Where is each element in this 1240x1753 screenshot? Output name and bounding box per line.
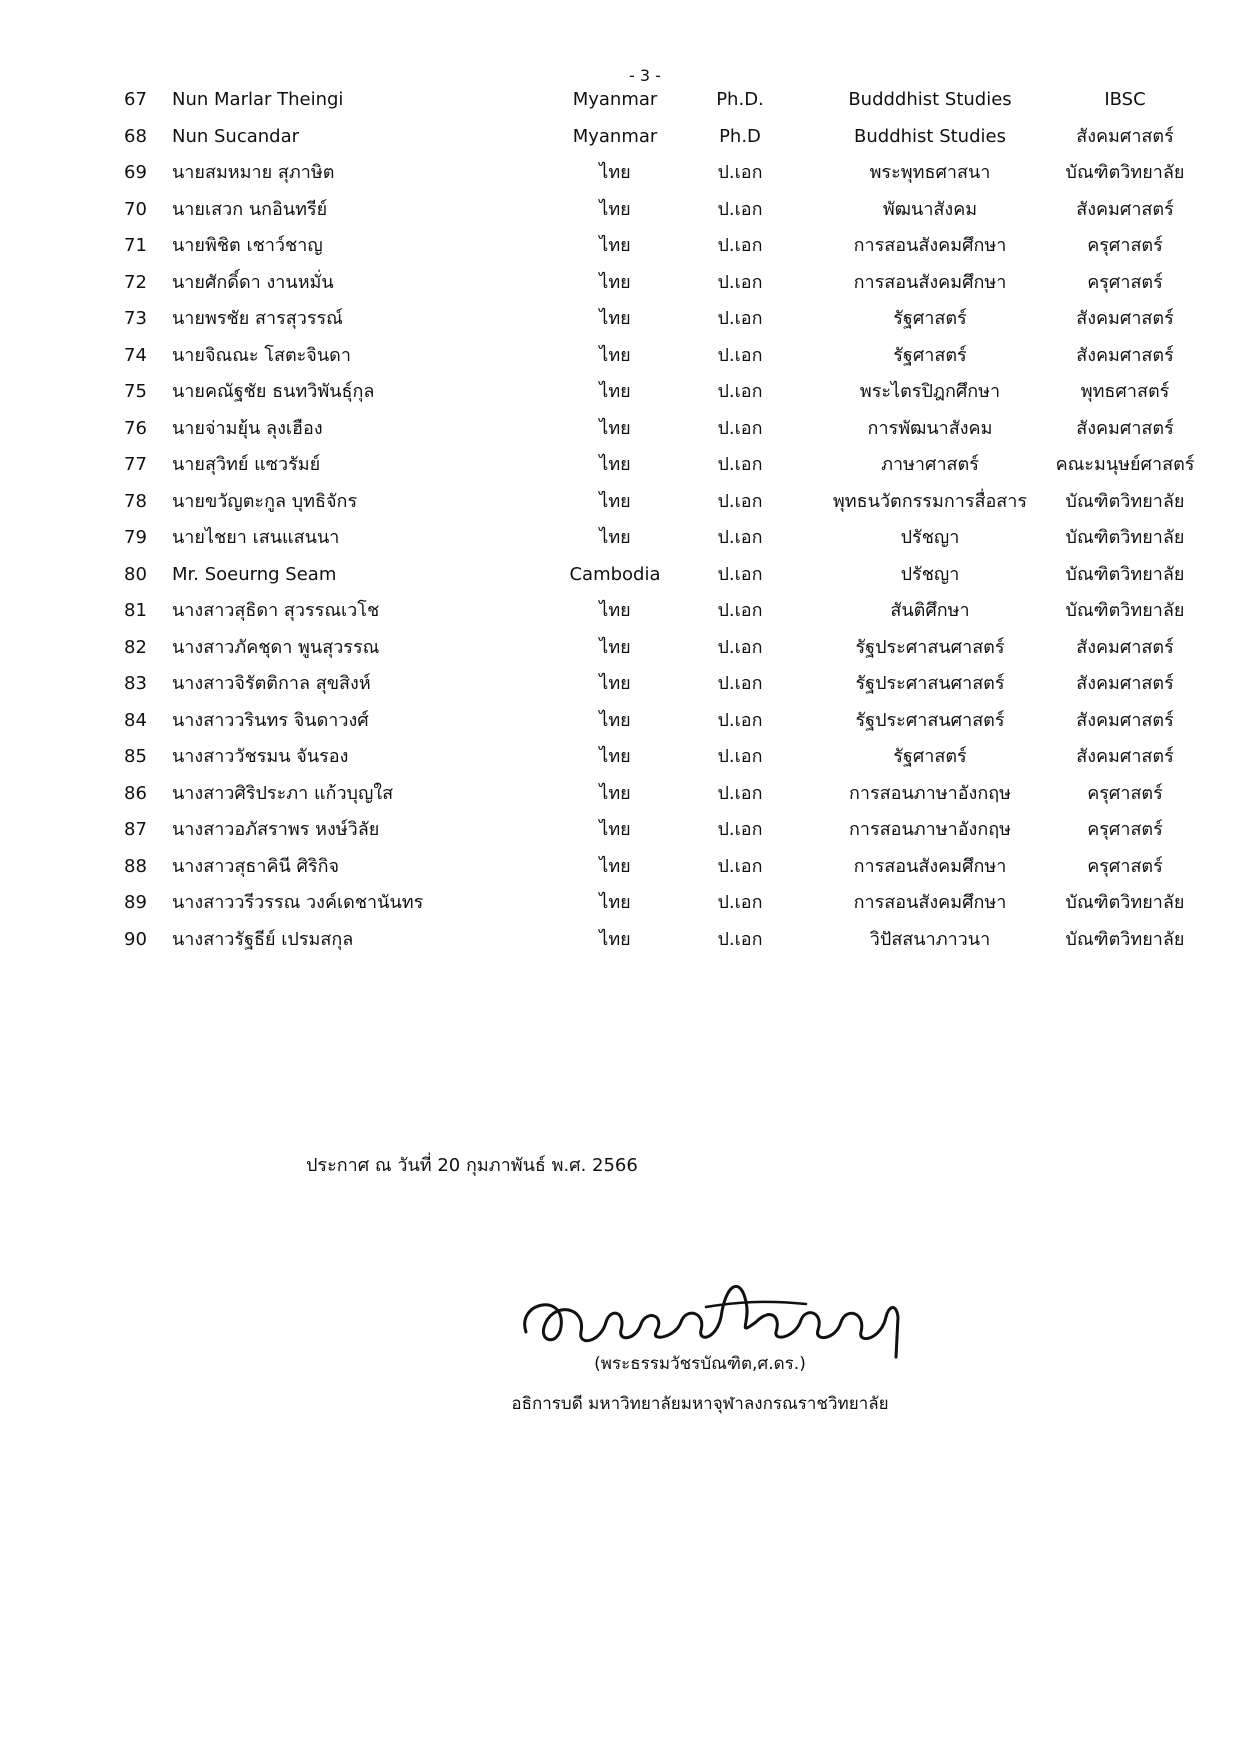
table-row bbox=[0, 739, 1240, 775]
graduate-name: นายคณัฐชัย ธนทวิพันธุ์กุล bbox=[172, 381, 375, 402]
row-number: 69 bbox=[124, 162, 147, 183]
degree: ป.เอก bbox=[717, 782, 763, 804]
faculty: บัณฑิตวิทยาลัย bbox=[1065, 600, 1185, 621]
program: สันติศึกษา bbox=[890, 600, 970, 621]
program: รัฐประศาสนศาสตร์ bbox=[855, 673, 1005, 694]
table-row bbox=[0, 228, 1240, 264]
faculty: สังคมศาสตร์ bbox=[1076, 636, 1174, 658]
row-number: 80 bbox=[124, 563, 147, 585]
program: การสอนสังคมศึกษา bbox=[853, 855, 1007, 877]
graduate-name: นายสุวิทย์ แซวรัมย์ bbox=[172, 454, 321, 475]
program: พัฒนาสังคม bbox=[882, 198, 978, 220]
degree: ป.เอก bbox=[717, 527, 763, 548]
program: วิปัสสนาภาวนา bbox=[869, 928, 991, 950]
nationality: ไทย bbox=[599, 162, 631, 183]
program: การสอนสังคมศึกษา bbox=[853, 235, 1007, 256]
row-number: 75 bbox=[124, 381, 147, 402]
graduate-name: Mr. Soeurng Seam bbox=[172, 563, 337, 585]
row-number: 78 bbox=[124, 490, 147, 512]
program: Buddhist Studies bbox=[854, 125, 1006, 147]
program: ปรัชญา bbox=[900, 527, 960, 548]
nationality: ไทย bbox=[599, 417, 631, 439]
nationality: ไทย bbox=[599, 782, 631, 804]
table-row bbox=[0, 301, 1240, 337]
table-row bbox=[0, 119, 1240, 155]
faculty: สังคมศาสตร์ bbox=[1076, 308, 1174, 329]
degree: ป.เอก bbox=[717, 600, 763, 621]
graduate-name: นางสาวสุธาคินี ศิริกิจ bbox=[172, 855, 340, 877]
nationality: Cambodia bbox=[569, 563, 661, 585]
signer-title: อธิการบดี มหาวิทยาลัยมหาจุฬาลงกรณราชวิทยาลัย bbox=[511, 1394, 889, 1414]
faculty: คณะมนุษย์ศาสตร์ bbox=[1055, 454, 1195, 475]
program: Budddhist Studies bbox=[848, 89, 1012, 110]
table-row bbox=[0, 82, 1240, 118]
degree: ป.เอก bbox=[717, 855, 763, 877]
degree: ป.เอก bbox=[717, 636, 763, 658]
nationality: ไทย bbox=[599, 819, 631, 840]
row-number: 83 bbox=[124, 673, 147, 694]
faculty: สังคมศาสตร์ bbox=[1076, 417, 1174, 439]
faculty: บัณฑิตวิทยาลัย bbox=[1065, 928, 1185, 950]
degree: ป.เอก bbox=[717, 417, 763, 439]
row-number: 81 bbox=[124, 600, 147, 621]
signer-name: (พระธรรมวัชรบัณฑิต,ศ.ดร.) bbox=[594, 1354, 806, 1374]
graduate-name: นายจิณณะ โสตะจินดา bbox=[172, 344, 351, 366]
row-number: 89 bbox=[124, 892, 147, 913]
nationality: ไทย bbox=[599, 746, 631, 767]
faculty: บัณฑิตวิทยาลัย bbox=[1065, 892, 1185, 913]
row-number: 84 bbox=[124, 709, 147, 731]
faculty: สังคมศาสตร์ bbox=[1076, 198, 1174, 220]
nationality: ไทย bbox=[599, 271, 631, 293]
nationality: ไทย bbox=[599, 308, 631, 329]
faculty: ครุศาสตร์ bbox=[1087, 782, 1163, 804]
faculty: สังคมศาสตร์ bbox=[1076, 673, 1174, 694]
nationality: Myanmar bbox=[572, 125, 658, 147]
graduate-name: นางสาววรินทร จินดาวงศ์ bbox=[172, 709, 369, 731]
nationality: ไทย bbox=[599, 709, 631, 731]
faculty: ครุศาสตร์ bbox=[1087, 271, 1163, 293]
row-number: 73 bbox=[124, 308, 147, 329]
degree: ป.เอก bbox=[717, 162, 763, 183]
table-row bbox=[0, 849, 1240, 885]
degree: ป.เอก bbox=[717, 198, 763, 220]
row-number: 76 bbox=[124, 417, 147, 439]
row-number: 85 bbox=[124, 746, 147, 767]
graduate-name: นางสาวศิริประภา แก้วบุญใส bbox=[172, 782, 394, 804]
program: รัฐประศาสนศาสตร์ bbox=[855, 709, 1005, 731]
table-row bbox=[0, 703, 1240, 739]
degree: ป.เอก bbox=[717, 381, 763, 402]
faculty: บัณฑิตวิทยาลัย bbox=[1065, 563, 1185, 585]
table-row bbox=[0, 155, 1240, 191]
program: ภาษาศาสตร์ bbox=[881, 454, 979, 475]
program: พระไตรปิฎกศึกษา bbox=[859, 381, 1001, 402]
faculty: ครุศาสตร์ bbox=[1087, 855, 1163, 877]
table-row bbox=[0, 922, 1240, 958]
faculty: ครุศาสตร์ bbox=[1087, 235, 1163, 256]
nationality: ไทย bbox=[599, 600, 631, 621]
row-number: 77 bbox=[124, 454, 147, 475]
row-number: 87 bbox=[124, 819, 147, 840]
graduate-name: นายจ่ามยุ้น ลุงเฮือง bbox=[172, 417, 323, 439]
table-row bbox=[0, 338, 1240, 374]
degree: ป.เอก bbox=[717, 271, 763, 293]
graduate-name: นายเสวก นกอินทรีย์ bbox=[172, 198, 328, 220]
nationality: ไทย bbox=[599, 527, 631, 548]
announcement-date: ประกาศ ณ วันที่ 20 กุมภาพันธ์ พ.ศ. 2566 bbox=[306, 1155, 638, 1176]
degree: ป.เอก bbox=[717, 308, 763, 329]
faculty: สังคมศาสตร์ bbox=[1076, 746, 1174, 767]
degree: ป.เอก bbox=[717, 819, 763, 840]
degree: ป.เอก bbox=[717, 563, 763, 585]
row-number: 74 bbox=[124, 344, 147, 366]
nationality: ไทย bbox=[599, 928, 631, 950]
graduate-name: นายพิชิต เชาว์ชาญ bbox=[172, 235, 323, 256]
table-row bbox=[0, 776, 1240, 812]
graduate-name: Nun Marlar Theingi bbox=[172, 89, 344, 110]
program: การสอนสังคมศึกษา bbox=[853, 892, 1007, 913]
graduate-name: นายขวัญตะกูล บุทธิจักร bbox=[172, 490, 358, 512]
graduate-name: นางสาววัชรมน จันรอง bbox=[172, 746, 349, 767]
table-row bbox=[0, 885, 1240, 921]
row-number: 79 bbox=[124, 527, 147, 548]
degree: ป.เอก bbox=[717, 892, 763, 913]
degree: ป.เอก bbox=[717, 709, 763, 731]
row-number: 71 bbox=[124, 235, 147, 256]
graduate-name: นายไชยา เสนแสนนา bbox=[172, 527, 340, 548]
graduate-name: Nun Sucandar bbox=[172, 125, 300, 147]
row-number: 67 bbox=[124, 89, 147, 110]
table-row bbox=[0, 411, 1240, 447]
program: รัฐศาสตร์ bbox=[893, 344, 967, 366]
row-number: 70 bbox=[124, 198, 147, 220]
table-row bbox=[0, 630, 1240, 666]
program: การสอนภาษาอังกฤษ bbox=[849, 782, 1011, 804]
degree: ป.เอก bbox=[717, 490, 763, 512]
program: พระพุทธศาสนา bbox=[869, 162, 991, 183]
row-number: 90 bbox=[124, 928, 147, 950]
nationality: ไทย bbox=[599, 673, 631, 694]
degree: ป.เอก bbox=[717, 344, 763, 366]
degree: ป.เอก bbox=[717, 746, 763, 767]
nationality: Myanmar bbox=[572, 89, 658, 110]
graduate-name: นายสมหมาย สุภาษิต bbox=[172, 162, 335, 183]
faculty: บัณฑิตวิทยาลัย bbox=[1065, 527, 1185, 548]
table-row bbox=[0, 812, 1240, 848]
row-number: 82 bbox=[124, 636, 147, 658]
faculty: บัณฑิตวิทยาลัย bbox=[1065, 490, 1185, 512]
row-number: 68 bbox=[124, 125, 147, 147]
table-row bbox=[0, 520, 1240, 556]
program: รัฐศาสตร์ bbox=[893, 746, 967, 767]
program: รัฐประศาสนศาสตร์ bbox=[855, 636, 1005, 658]
graduate-name: นางสาวจิรัตติกาล สุขสิงห์ bbox=[172, 673, 371, 694]
table-row bbox=[0, 593, 1240, 629]
graduate-name: นางสาวอภัสราพร หงษ์วิลัย bbox=[172, 819, 380, 840]
faculty: สังคมศาสตร์ bbox=[1076, 709, 1174, 731]
graduate-name: นางสาวรัฐธีย์ เปรมสกุล bbox=[172, 928, 354, 950]
degree: ป.เอก bbox=[717, 928, 763, 950]
table-row bbox=[0, 666, 1240, 702]
faculty: ครุศาสตร์ bbox=[1087, 819, 1163, 840]
nationality: ไทย bbox=[599, 490, 631, 512]
table-row bbox=[0, 447, 1240, 483]
degree: Ph.D. bbox=[716, 89, 764, 110]
row-number: 88 bbox=[124, 855, 147, 877]
graduate-name: นายศักดิ์ดา งานหมั่น bbox=[172, 271, 334, 293]
nationality: ไทย bbox=[599, 892, 631, 913]
degree: Ph.D bbox=[719, 125, 761, 147]
nationality: ไทย bbox=[599, 198, 631, 220]
graduate-name: นางสาวภัคชุดา พูนสุวรรณ bbox=[172, 636, 380, 658]
nationality: ไทย bbox=[599, 636, 631, 658]
row-number: 86 bbox=[124, 782, 147, 804]
program: การพัฒนาสังคม bbox=[867, 417, 993, 439]
graduate-name: นางสาววรีวรรณ วงค์เดชานันทร bbox=[172, 892, 424, 913]
row-number: 72 bbox=[124, 271, 147, 293]
table-row bbox=[0, 192, 1240, 228]
nationality: ไทย bbox=[599, 235, 631, 256]
nationality: ไทย bbox=[599, 344, 631, 366]
program: พุทธนวัตกรรมการสื่อสาร bbox=[832, 490, 1028, 512]
table-row bbox=[0, 374, 1240, 410]
program: ปรัชญา bbox=[900, 563, 960, 585]
faculty: IBSC bbox=[1104, 89, 1146, 110]
program: การสอนภาษาอังกฤษ bbox=[849, 819, 1011, 840]
nationality: ไทย bbox=[599, 381, 631, 402]
degree: ป.เอก bbox=[717, 454, 763, 475]
faculty: สังคมศาสตร์ bbox=[1076, 125, 1174, 147]
faculty: บัณฑิตวิทยาลัย bbox=[1065, 162, 1185, 183]
faculty: พุทธศาสตร์ bbox=[1080, 381, 1170, 402]
faculty: สังคมศาสตร์ bbox=[1076, 344, 1174, 366]
degree: ป.เอก bbox=[717, 673, 763, 694]
table-row bbox=[0, 265, 1240, 301]
nationality: ไทย bbox=[599, 855, 631, 877]
program: การสอนสังคมศึกษา bbox=[853, 271, 1007, 293]
table-row bbox=[0, 557, 1240, 593]
program: รัฐศาสตร์ bbox=[893, 308, 967, 329]
graduate-name: นางสาวสุธิดา สุวรรณเวโช bbox=[172, 600, 380, 621]
nationality: ไทย bbox=[599, 454, 631, 475]
graduate-name: นายพรชัย สารสุวรรณ์ bbox=[172, 308, 343, 329]
page-number: - 3 - bbox=[629, 66, 661, 85]
degree: ป.เอก bbox=[717, 235, 763, 256]
table-row bbox=[0, 484, 1240, 520]
